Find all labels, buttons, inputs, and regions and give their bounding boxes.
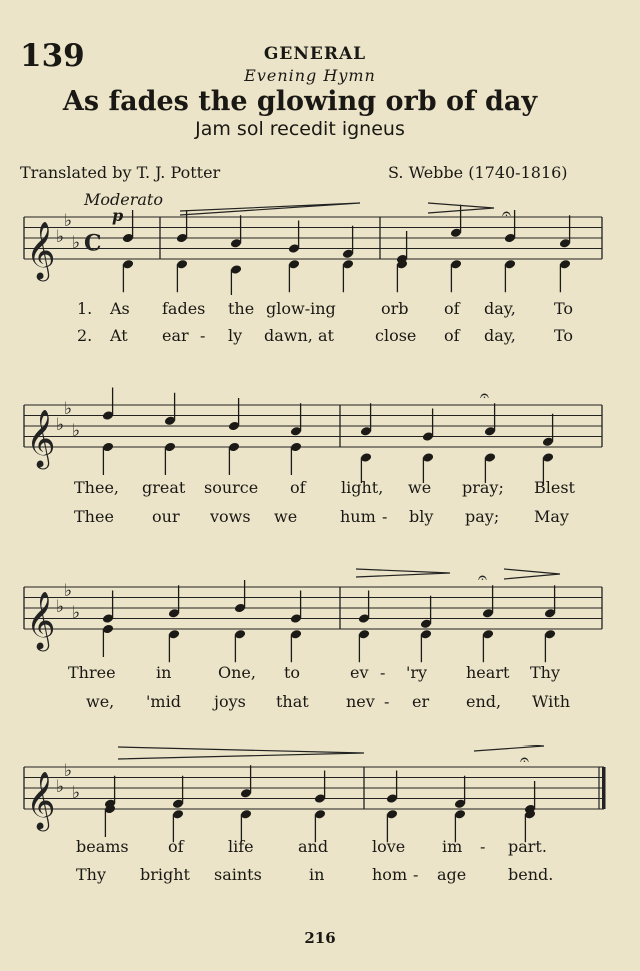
lyric-syllable: Thy <box>76 865 107 884</box>
lyric-syllable: in <box>156 663 172 682</box>
lyric-syllable: hom <box>372 865 408 884</box>
lyric-syllable: Thee, <box>74 478 119 497</box>
lyric-syllable: to <box>284 663 301 682</box>
decrescendo-hairpin <box>504 569 560 579</box>
lyric-hyphen: - <box>413 865 419 884</box>
lyric-syllable: bend. <box>508 865 554 884</box>
flat-icon: ♭ <box>72 421 81 441</box>
lyric-syllable: and <box>298 837 329 856</box>
hymn-title: As fades the glowing orb of day <box>62 86 538 117</box>
flat-icon: ♭ <box>72 603 81 623</box>
lyric-hyphen: - <box>380 663 386 682</box>
crescendo-hairpin <box>118 747 364 759</box>
lyric-syllable: joys <box>214 692 246 711</box>
tempo-marking: Moderato <box>84 190 163 209</box>
lyric-syllable: day, <box>484 299 516 318</box>
lyric-syllable: end, <box>466 692 502 711</box>
fermata-icon: 𝄐 <box>502 204 511 223</box>
fermata-icon: 𝄐 <box>480 386 489 405</box>
lyric-syllable: saints <box>214 865 262 884</box>
lyric-syllable: 'ry <box>406 663 428 682</box>
flat-icon: ♭ <box>72 783 81 803</box>
lyric-syllable: part. <box>508 837 547 856</box>
fermata-icon: 𝄐 <box>478 568 487 587</box>
composer-credit: S. Webbe (1740-1816) <box>388 163 568 182</box>
flat-icon: ♭ <box>64 399 73 419</box>
lyric-syllable: One, <box>218 663 256 682</box>
lyric-syllable: age <box>437 865 467 884</box>
treble-clef-icon: 𝄞 <box>26 409 56 467</box>
lyric-syllable: source <box>204 478 259 497</box>
lyric-syllable: love <box>372 837 406 856</box>
lyric-verse-number: 2. <box>77 326 93 345</box>
treble-clef-icon: 𝄞 <box>26 771 56 829</box>
lyric-syllable: close <box>375 326 417 345</box>
lyric-syllable: As <box>110 299 130 318</box>
lyric-syllable: Three <box>68 663 116 682</box>
flat-icon: ♭ <box>64 581 73 601</box>
flat-icon: ♭ <box>56 777 65 797</box>
flat-icon: ♭ <box>64 211 73 231</box>
lyric-syllable: With <box>532 692 571 711</box>
lyric-syllable: orb <box>381 299 409 318</box>
lyric-syllable: of <box>444 299 460 318</box>
lyric-hyphen: - <box>480 837 486 856</box>
lyric-syllable: we <box>274 507 298 526</box>
fermata-icon: 𝄐 <box>520 750 529 769</box>
lyric-syllable: hum <box>340 507 376 526</box>
lyric-syllable: To <box>554 326 574 345</box>
common-time-icon: C <box>84 230 102 257</box>
lyric-syllable: great <box>142 478 186 497</box>
lyric-syllable: we, <box>86 692 115 711</box>
lyric-syllable: er <box>412 692 430 711</box>
lyric-syllable: At <box>110 326 128 345</box>
lyric-syllable: Thy <box>530 663 561 682</box>
lyric-syllable: the <box>228 299 255 318</box>
lyric-syllable: im <box>442 837 463 856</box>
lyric-syllable: our <box>152 507 180 526</box>
crescendo-hairpin <box>356 569 450 577</box>
flat-icon: ♭ <box>56 597 65 617</box>
lyric-syllable: pay; <box>465 507 500 526</box>
page-number: 216 <box>304 929 336 947</box>
lyric-syllable: beams <box>76 837 129 856</box>
lyric-syllable: ev <box>350 663 369 682</box>
final-bar-line <box>602 767 606 809</box>
lyric-syllable: in <box>309 865 325 884</box>
lyric-hyphen: - <box>384 692 390 711</box>
lyric-syllable: we <box>408 478 432 497</box>
treble-clef-icon: 𝄞 <box>26 591 56 649</box>
music-staff-3 <box>0 565 640 665</box>
dynamic-marking: p <box>112 206 124 225</box>
lyric-hyphen: - <box>200 326 206 345</box>
translator-credit: Translated by T. J. Potter <box>20 163 221 182</box>
lyric-hyphen: - <box>382 507 388 526</box>
lyric-syllable: fades <box>162 299 206 318</box>
music-staff-4 <box>0 745 640 845</box>
lyric-verse-number: 1. <box>77 299 93 318</box>
crescendo-hairpin <box>180 203 360 215</box>
lyric-syllable: ly <box>228 326 243 345</box>
latin-title: Jam sol recedit igneus <box>195 118 405 140</box>
lyric-syllable: dawn, at <box>264 326 334 345</box>
lyric-syllable: May <box>534 507 569 526</box>
lyric-syllable: of <box>444 326 460 345</box>
lyric-syllable: Blest <box>534 478 575 497</box>
lyric-syllable: heart <box>466 663 510 682</box>
lyric-syllable: bright <box>140 865 190 884</box>
lyric-syllable: glow-ing <box>266 299 336 318</box>
flat-icon: ♭ <box>56 227 65 247</box>
music-staff-2 <box>0 383 640 483</box>
flat-icon: ♭ <box>56 415 65 435</box>
lyric-syllable: of <box>290 478 306 497</box>
hymn-number: 139 <box>20 38 85 74</box>
lyric-syllable: light, <box>341 478 384 497</box>
lyric-syllable: of <box>168 837 184 856</box>
lyric-syllable: bly <box>409 507 434 526</box>
lyric-syllable: vows <box>210 507 251 526</box>
lyric-syllable: day, <box>484 326 516 345</box>
lyric-syllable: life <box>228 837 254 856</box>
lyric-syllable: Thee <box>74 507 114 526</box>
flat-icon: ♭ <box>72 233 81 253</box>
flat-icon: ♭ <box>64 761 73 781</box>
lyric-syllable: pray; <box>462 478 504 497</box>
lyric-syllable: ear <box>162 326 189 345</box>
lyric-syllable: that <box>276 692 309 711</box>
decrescendo-hairpin <box>474 745 544 751</box>
lyric-syllable: To <box>554 299 574 318</box>
treble-clef-icon: 𝄞 <box>26 221 56 279</box>
lyric-syllable: 'mid <box>146 692 181 711</box>
subsection-heading: Evening Hymn <box>244 66 376 85</box>
lyric-syllable: nev <box>346 692 375 711</box>
section-heading: GENERAL <box>263 44 367 64</box>
music-staff-1 <box>0 195 640 295</box>
